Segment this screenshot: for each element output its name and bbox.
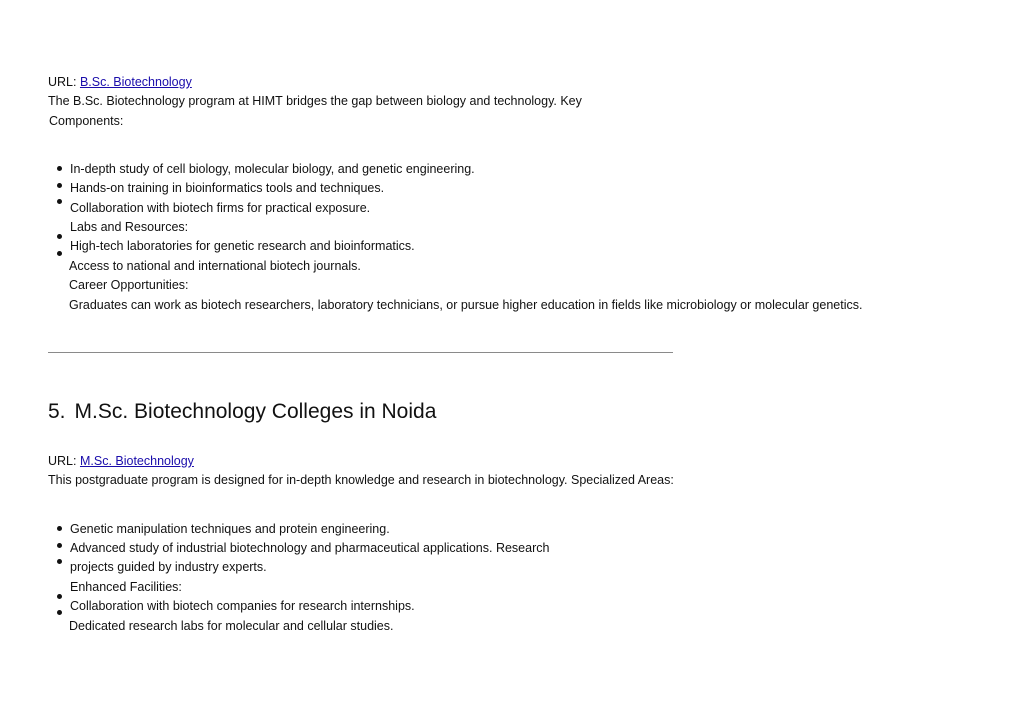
list-item: High-tech laboratories for genetic research and bioinformatics. (70, 239, 415, 253)
msc-intro: This postgraduate program is designed for in-depth knowledge and research in biotechnology. Specialized Areas: (48, 473, 674, 487)
list-item: Graduates can work as biotech researchers, laboratory technicians, or pursue higher education in fields like microbiology or molecular genetics. (69, 298, 863, 312)
bullet-icon (57, 166, 62, 171)
section-heading-number: 5. (48, 400, 66, 423)
list-item: Dedicated research labs for molecular and cellular studies. (69, 619, 394, 633)
list-item: Enhanced Facilities: (70, 580, 182, 594)
list-item: In-depth study of cell biology, molecular biology, and genetic engineering. (70, 162, 475, 176)
list-item: projects guided by industry experts. (70, 560, 267, 574)
bullet-icon (57, 183, 62, 188)
section-heading (48, 398, 436, 426)
bullet-icon (57, 610, 62, 615)
list-item: Hands-on training in bioinformatics tools and techniques. (70, 181, 385, 195)
bsc-url-link[interactable]: B.Sc. Biotechnology (79, 75, 192, 89)
list-item: Career Opportunities: (69, 278, 189, 292)
list-item: Labs and Resources: (70, 220, 189, 234)
msc-url-line (48, 453, 194, 469)
bullet-icon (57, 594, 62, 599)
bullet-icon (57, 559, 62, 564)
msc-url-label: URL: (48, 454, 77, 468)
msc-url-link[interactable]: M.Sc. Biotechnology (79, 454, 194, 468)
bullet-icon (57, 543, 62, 548)
section-divider (48, 352, 673, 353)
bullet-icon (57, 199, 62, 204)
bsc-url-line (48, 74, 192, 90)
list-item: Collaboration with biotech companies for research internships. (70, 599, 415, 613)
bullet-icon (57, 526, 62, 531)
list-item: Access to national and international biotech journals. (69, 259, 361, 273)
bsc-url-label: URL: (48, 75, 77, 89)
bullet-icon (57, 251, 62, 256)
bullet-icon (57, 234, 62, 239)
bsc-intro-line2: Components: (49, 114, 124, 128)
list-item: Advanced study of industrial biotechnology and pharmaceutical applications. Research (70, 541, 550, 555)
list-item: Collaboration with biotech firms for practical exposure. (70, 201, 371, 215)
bsc-intro-line1: The B.Sc. Biotechnology program at HIMT bridges the gap between biology and technology. Key (48, 94, 582, 108)
list-item: Genetic manipulation techniques and protein engineering. (70, 522, 390, 536)
section-heading-text: M.Sc. Biotechnology Colleges in Noida (74, 400, 437, 423)
